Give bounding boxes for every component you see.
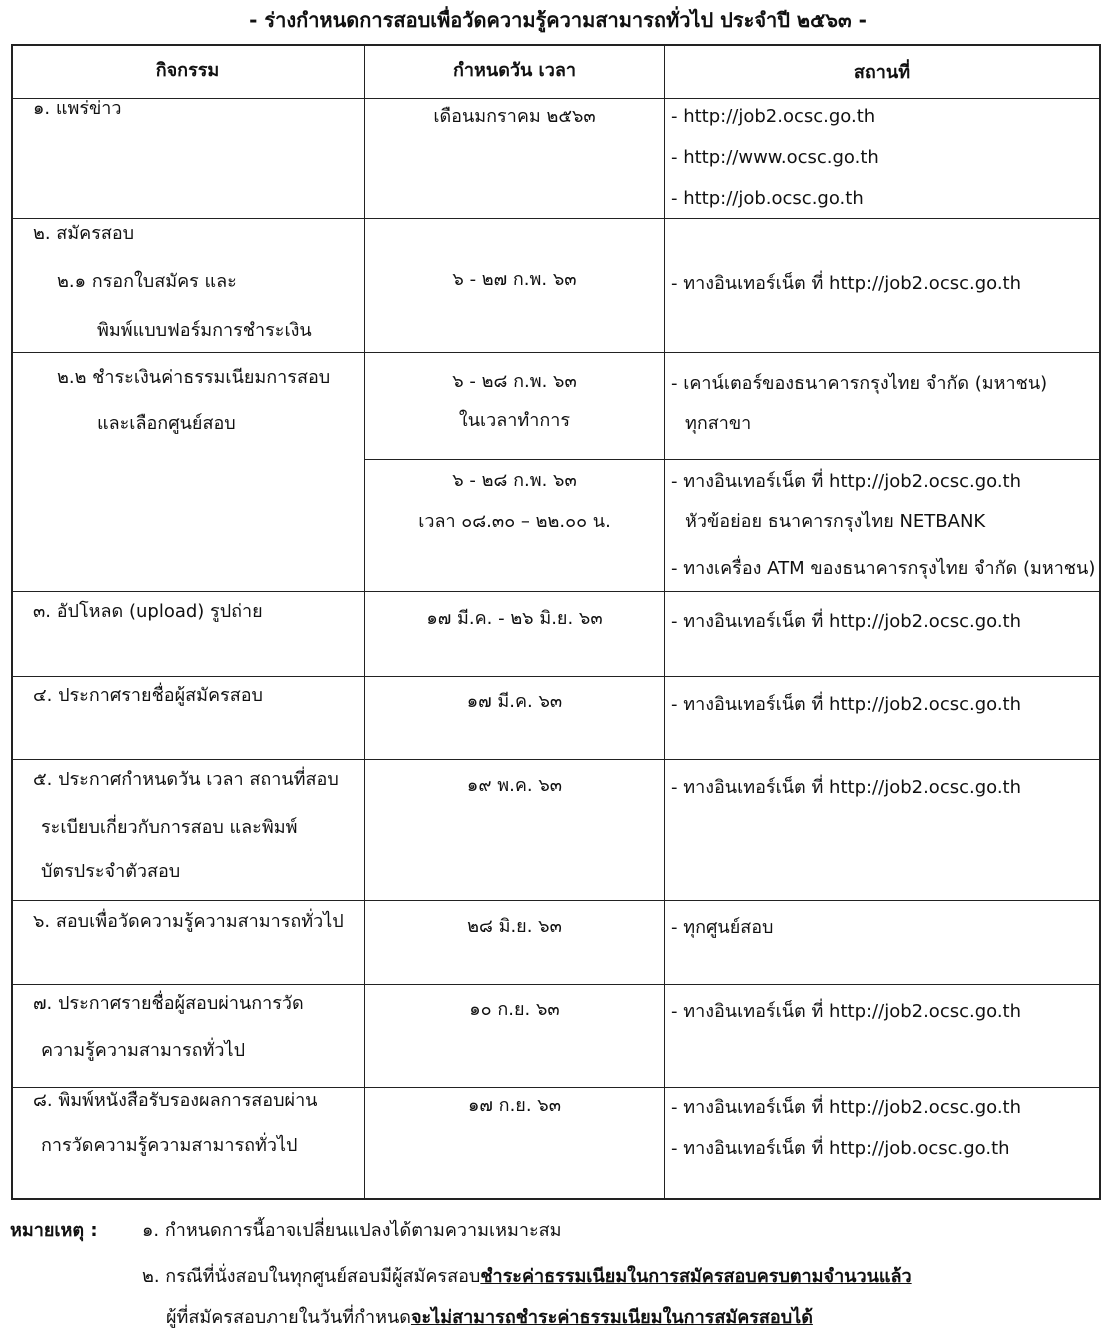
row-divider — [11, 352, 1101, 353]
row2-location: - ทางอินเทอร์เน็ต ที่ http://job2.ocsc.go.th — [671, 273, 1022, 294]
note-3 — [166, 1305, 813, 1331]
row5-activity-3: บัตรประจำตัวสอบ — [41, 861, 181, 882]
notes-label: หมายเหตุ : — [10, 1220, 98, 1241]
row5-activity-1: ๕. ประกาศกำหนดวัน เวลา สถานที่สอบ — [33, 769, 339, 790]
row4-location: - ทางอินเทอร์เน็ต ที่ http://job2.ocsc.go.th — [671, 694, 1022, 715]
row22b-date-2: เวลา ๐๘.๓๐ – ๒๒.๐๐ น. — [418, 511, 611, 532]
table-border-bottom — [11, 1198, 1101, 1200]
row22b-location-1: - ทางอินเทอร์เน็ต ที่ http://job2.ocsc.go.th — [671, 471, 1022, 492]
row22-activity-1: ๒.๒ ชำระเงินค่าธรรมเนียมการสอบ — [57, 367, 331, 388]
row3-activity: ๓. อัปโหลด (upload) รูปถ่าย — [33, 601, 263, 622]
note-2-emphasis: ชำระค่าธรรมเนียมในการสมัครสอบครบตามจำนวนแล้ว — [480, 1266, 912, 1287]
row2-sub-activity-2: พิมพ์แบบฟอร์มการชำระเงิน — [97, 320, 312, 341]
row-divider — [11, 676, 1101, 677]
row22b-location-3: - ทางเครื่อง ATM ของธนาคารกรุงไทย จำกัด (มหาชน) — [671, 558, 1096, 579]
row3-date: ๑๗ มี.ค. - ๒๖ มิ.ย. ๖๓ — [426, 608, 603, 629]
header-schedule: กำหนดวัน เวลา — [453, 60, 576, 81]
note-1: ๑. กำหนดการนี้อาจเปลี่ยนแปลงได้ตามความเหมาะสม — [142, 1220, 562, 1241]
row1-activity: ๑. แพร่ข่าว — [33, 98, 122, 119]
row1-location-2: - http://www.ocsc.go.th — [671, 147, 879, 168]
row22b-location-2: หัวข้อย่อย ธนาคารกรุงไทย NETBANK — [685, 511, 986, 532]
row-divider — [11, 900, 1101, 901]
note-2 — [142, 1264, 912, 1290]
row3-location: - ทางอินเทอร์เน็ต ที่ http://job2.ocsc.go.th — [671, 611, 1022, 632]
note-3-emphasis: จะไม่สามารถชำระค่าธรรมเนียมในการสมัครสอบได้ — [410, 1307, 813, 1328]
row22a-location-2: ทุกสาขา — [685, 413, 752, 434]
row5-location: - ทางอินเทอร์เน็ต ที่ http://job2.ocsc.go.th — [671, 777, 1022, 798]
row-divider — [11, 984, 1101, 985]
row-divider — [11, 591, 1101, 592]
note-3-text: ผู้ที่สมัครสอบภายในวันที่กำหนด — [166, 1307, 411, 1328]
row8-date: ๑๗ ก.ย. ๖๓ — [467, 1095, 562, 1116]
row-divider — [11, 98, 1101, 99]
note-2-text: ๒. กรณีที่นั่งสอบในทุกศูนย์สอบมีผู้สมัครสอบ — [142, 1266, 481, 1287]
row8-activity-2: การวัดความรู้ความสามารถทั่วไป — [41, 1135, 298, 1156]
row2-activity: ๒. สมัครสอบ — [33, 223, 135, 244]
row7-location: - ทางอินเทอร์เน็ต ที่ http://job2.ocsc.go.th — [671, 1001, 1022, 1022]
row5-date: ๑๙ พ.ค. ๖๓ — [466, 775, 563, 796]
header-activity: กิจกรรม — [155, 60, 220, 81]
row5-activity-2: ระเบียบเกี่ยวกับการสอบ และพิมพ์ — [41, 817, 298, 838]
row7-activity-2: ความรู้ความสามารถทั่วไป — [41, 1040, 245, 1061]
row8-location-1: - ทางอินเทอร์เน็ต ที่ http://job2.ocsc.go.th — [671, 1097, 1022, 1118]
row22b-date-1: ๖ - ๒๘ ก.พ. ๖๓ — [452, 470, 577, 491]
table-border-top — [11, 44, 1101, 46]
row22a-location-1: - เคาน์เตอร์ของธนาคารกรุงไทย จำกัด (มหาชน) — [671, 373, 1048, 394]
row8-activity-1: ๘. พิมพ์หนังสือรับรองผลการสอบผ่าน — [33, 1090, 318, 1111]
row4-activity: ๔. ประกาศรายชื่อผู้สมัครสอบ — [33, 685, 263, 706]
row22a-date-2: ในเวลาทำการ — [458, 410, 571, 431]
row22-activity-2: และเลือกศูนย์สอบ — [97, 413, 236, 434]
row-divider — [11, 759, 1101, 760]
row1-date: เดือนมกราคม ๒๕๖๓ — [433, 106, 596, 127]
row1-location-1: - http://job2.ocsc.go.th — [671, 106, 876, 127]
row22a-date-1: ๖ - ๒๘ ก.พ. ๖๓ — [452, 371, 577, 392]
header-location: สถานที่ — [853, 62, 911, 83]
row2-sub-activity-1: ๒.๑ กรอกใบสมัคร และ — [57, 271, 237, 292]
row-divider — [11, 218, 1101, 219]
row4-date: ๑๗ มี.ค. ๖๓ — [466, 691, 563, 712]
row6-date: ๒๘ มิ.ย. ๖๓ — [467, 916, 562, 937]
row2-date: ๖ - ๒๗ ก.พ. ๖๓ — [452, 269, 577, 290]
row6-location: - ทุกศูนย์สอบ — [671, 917, 774, 938]
row-divider-partial — [364, 459, 1101, 460]
notes-section — [0, 1212, 1116, 1337]
row6-activity: ๖. สอบเพื่อวัดความรู้ความสามารถทั่วไป — [33, 911, 344, 932]
row1-location-3: - http://job.ocsc.go.th — [671, 188, 864, 209]
row7-date: ๑๐ ก.ย. ๖๓ — [469, 999, 560, 1020]
row8-location-2: - ทางอินเทอร์เน็ต ที่ http://job.ocsc.go.th — [671, 1138, 1010, 1159]
row7-activity-1: ๗. ประกาศรายชื่อผู้สอบผ่านการวัด — [33, 993, 304, 1014]
schedule-table — [11, 44, 1101, 1200]
page-title: - ร่างกำหนดการสอบเพื่อวัดความรู้ความสามารถทั่วไป ประจำปี ๒๕๖๓ - — [249, 8, 867, 32]
